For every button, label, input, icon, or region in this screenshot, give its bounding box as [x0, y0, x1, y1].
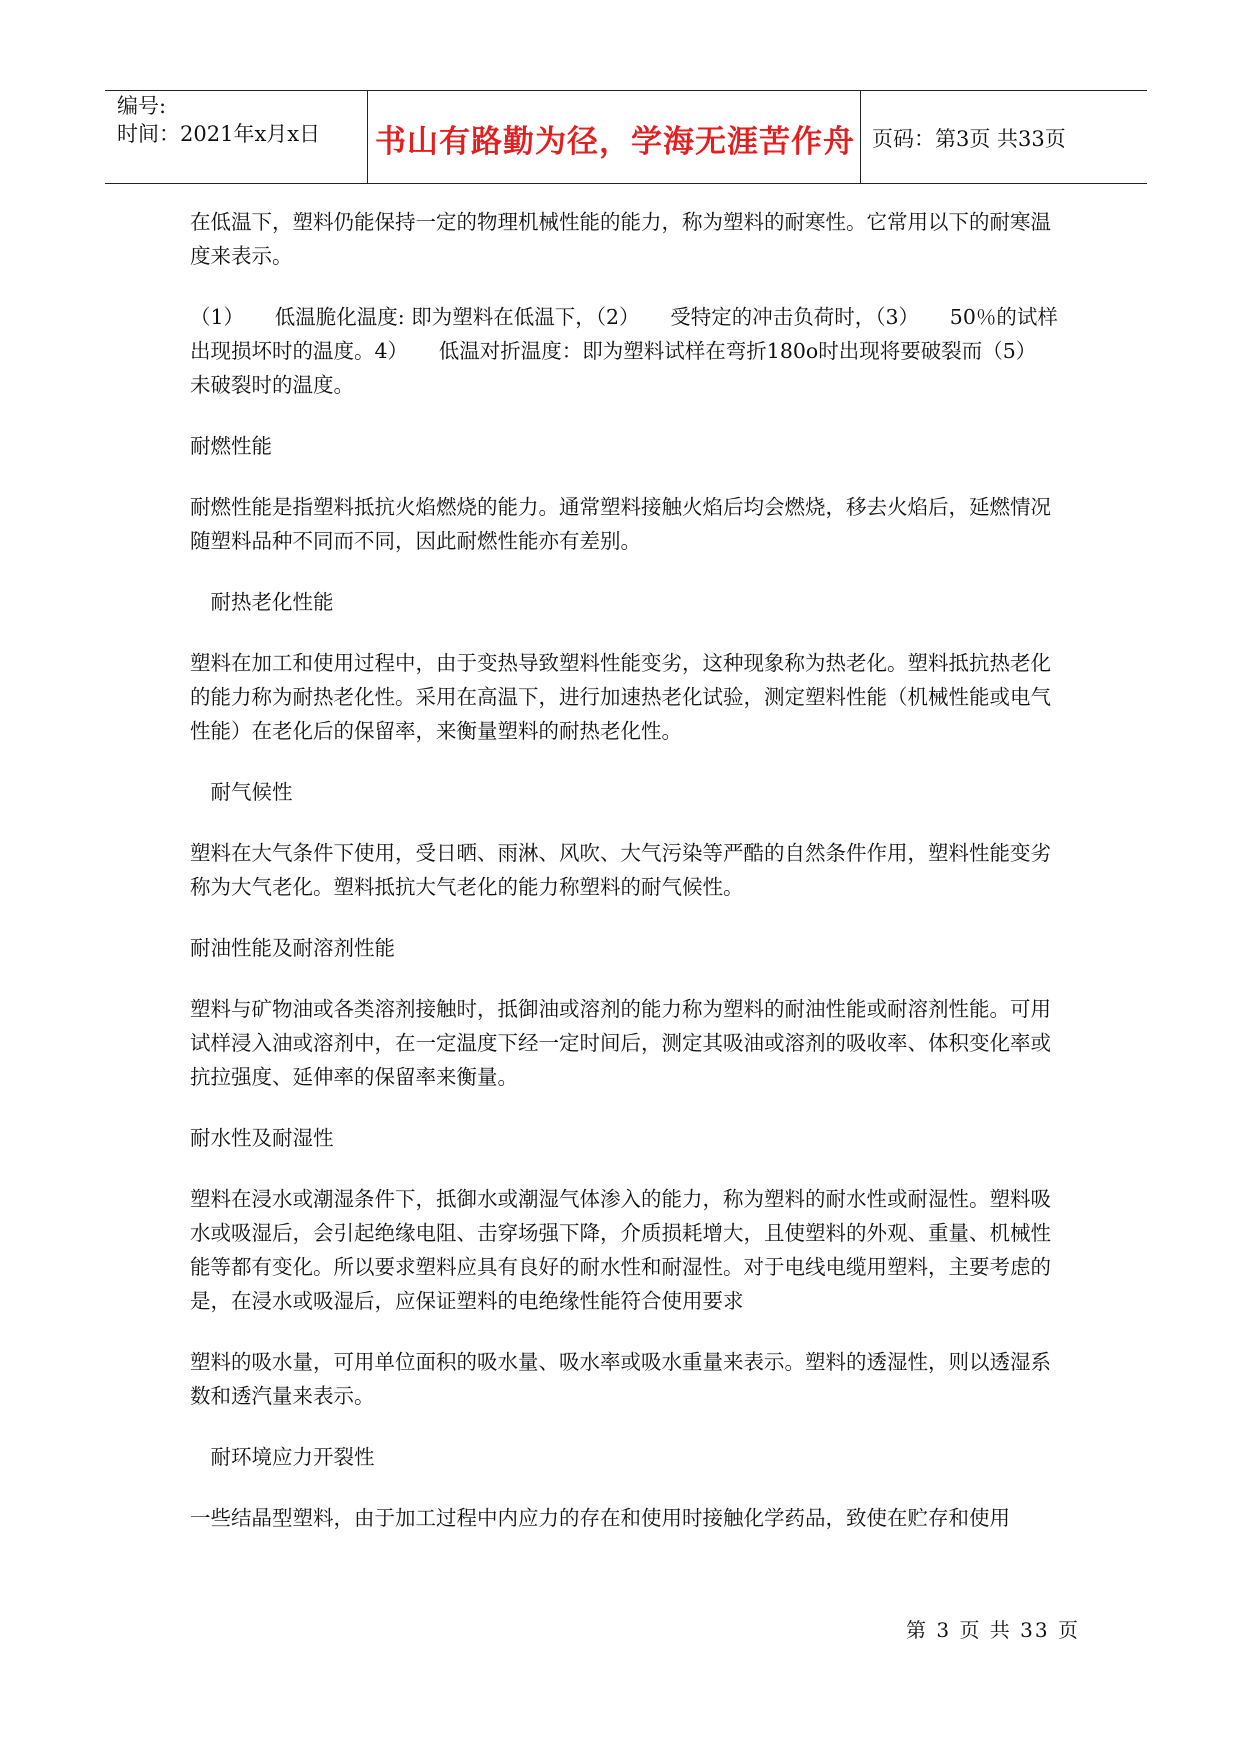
paragraph-stress-cracking: 一些结晶型塑料，由于加工过程中内应力的存在和使用时接触化学药品，致使在贮存和使用: [190, 1506, 1010, 1530]
document-number-label: 编号:: [117, 94, 167, 118]
paragraph-water-humidity-resistance: 塑料在浸水或潮湿条件下，抵御水或潮湿气体渗入的能力，称为塑料的耐水性或耐湿性。塑料吸水或吸湿后，会引起绝缘电阻、击穿场强下降，介质损耗增大，且使塑料的外观、重量、机械性能等都有变化。所以要求塑料应具有良好的耐水性和耐湿性。对于电线电缆用塑料，主要考虑的是，在浸水或吸湿后，应保证塑料的电绝缘性能符合使用要求: [190, 1187, 1051, 1313]
header-page-info: 页码：第3页 共33页: [872, 127, 1066, 151]
paragraph-heat-aging: 塑料在加工和使用过程中，由于变热导致塑料性能变劣，这种现象称为热老化。塑料抵抗热老化的能力称为耐热老化性。采用在高温下，进行加速热老化试验，测定塑料性能（机械性能或电气性能）在老化后的保留率，来衡量塑料的耐热老化性。: [190, 651, 1051, 743]
header-divider-left: [367, 90, 368, 184]
header-top-rule: [105, 90, 1147, 91]
paragraph-cold-resistance: 在低温下，塑料仍能保持一定的物理机械性能的能力，称为塑料的耐寒性。它常用以下的耐寒温度来表示。: [190, 210, 1051, 268]
heading-heat-aging: 耐热老化性能: [190, 590, 334, 614]
paragraph-weather-resistance: 塑料在大气条件下使用，受日晒、雨淋、风吹、大气污染等严酷的自然条件作用，塑料性能变劣称为大气老化。塑料抵抗大气老化的能力称塑料的耐气候性。: [190, 841, 1051, 899]
page-footer-number: 第 3 页 共 33 页: [906, 1618, 1080, 1642]
paragraph-oil-solvent-resistance: 塑料与矿物油或各类溶剂接触时，抵御油或溶剂的能力称为塑料的耐油性能或耐溶剂性能。可用试样浸入油或溶剂中，在一定温度下经一定时间后，测定其吸油或溶剂的吸收率、体积变化率或抗拉强度、延伸率的保留率来衡量。: [190, 997, 1051, 1089]
paragraph-flame-resistance: 耐燃性能是指塑料抵抗火焰燃烧的能力。通常塑料接触火焰后均会燃烧，移去火焰后，延燃情况随塑料品种不同而不同，因此耐燃性能亦有差别。: [190, 495, 1051, 553]
heading-flame-resistance: 耐燃性能: [190, 434, 272, 458]
header-divider-right: [860, 90, 861, 184]
header-meta: [117, 92, 367, 148]
header-motto: 书山有路勤为径，学海无涯苦作舟: [375, 123, 855, 160]
heading-weather-resistance: 耐气候性: [190, 780, 293, 804]
paragraph-water-absorption: 塑料的吸水量，可用单位面积的吸水量、吸水率或吸水重量来表示。塑料的透湿性，则以透湿系数和透汽量来表示。: [190, 1350, 1051, 1408]
heading-oil-solvent-resistance: 耐油性能及耐溶剂性能: [190, 936, 395, 960]
document-body: [190, 205, 1068, 1562]
heading-water-humidity-resistance: 耐水性及耐湿性: [190, 1126, 334, 1150]
document-time-label: 时间：2021年x月x日: [117, 122, 321, 146]
paragraph-cold-list: （1） 低温脆化温度: 即为塑料在低温下，（2） 受特定的冲击负荷时，（3） 50％的试样出现损坏时的温度。4） 低温对折温度：即为塑料试样在弯折180o时出现将要破裂而（5） 未破裂时的温度。: [190, 305, 1068, 397]
heading-stress-cracking: 耐环境应力开裂性: [190, 1445, 375, 1469]
